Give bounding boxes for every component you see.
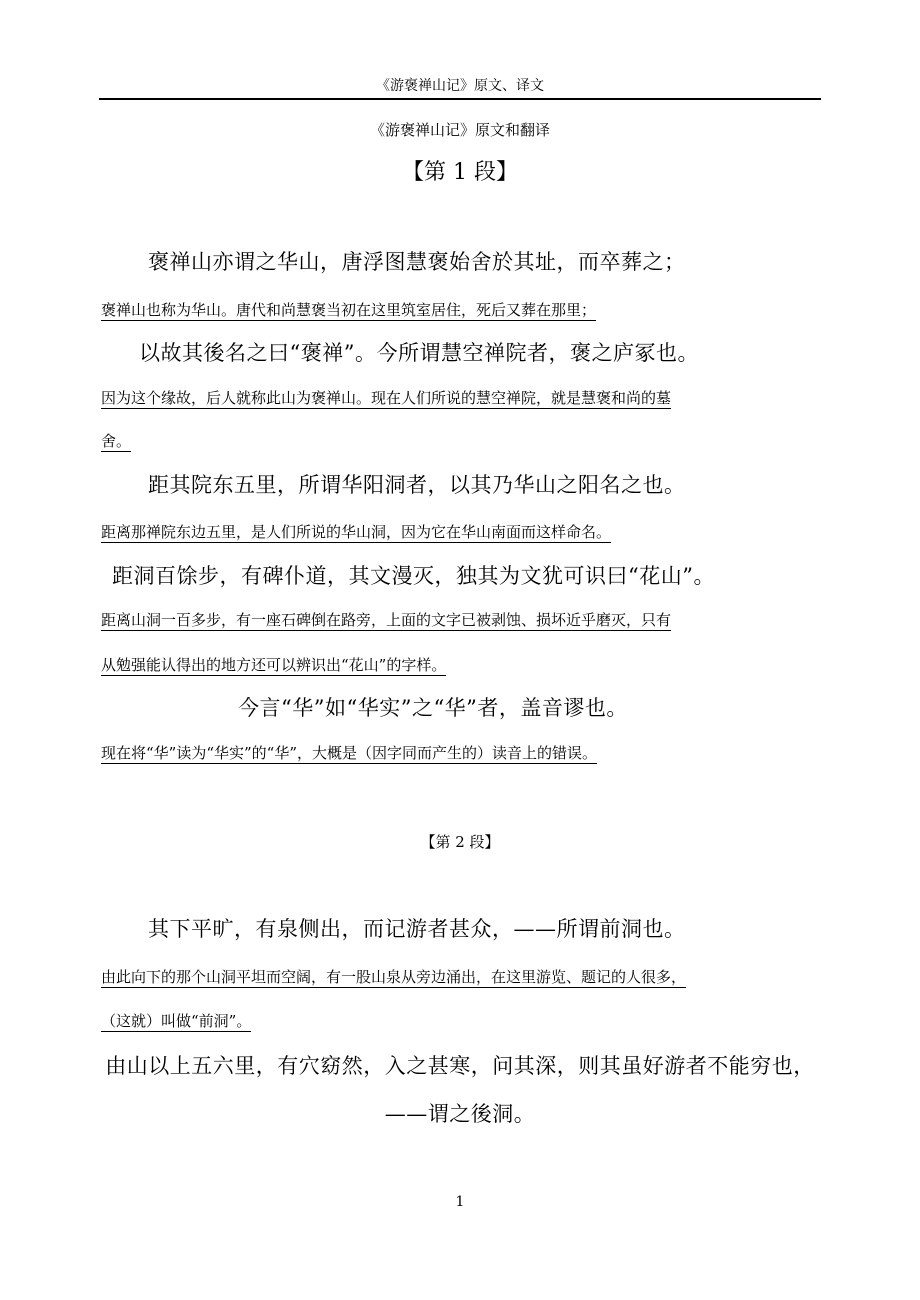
translation-1-2 [101,387,671,409]
running-header: 《游褒禅山记》原文、译文 [376,78,544,94]
original-text-1-4: 距洞百馀步，有碑仆道，其文漫灭，独其为文犹可识曰“花山”。 [112,564,715,588]
translation-1-5 [101,742,597,764]
translation-1-3 [101,521,611,543]
original-text-1-1: 褒禅山亦谓之华山，唐浮图慧褒始舍於其址，而卒葬之； [148,250,686,274]
translation-2-1b [101,1010,251,1032]
translation-line: 舍。 [101,432,132,450]
original-text-2-1: 其下平旷，有泉侧出，而记游者甚众，——所谓前洞也。 [148,917,686,941]
translation-line: 因为这个缘故，后人就称此山为褒禅山。现在人们所说的慧空禅院，就是慧褒和尚的墓 [101,389,672,407]
original-text-1-2: 以故其後名之曰“褒禅”。今所谓慧空禅院者，褒之庐冢也。 [139,341,699,365]
translation-line: 距离山洞一百多步，有一座石碑倒在路旁，上面的文字已被剥蚀、损坏近乎磨灭，只有 [101,611,672,629]
section-2-heading: 【第 2 段】 [420,833,500,851]
translation-line: 褒禅山也称为华山。唐代和尚慧褒当初在这里筑室居住，死后又葬在那里； [101,301,597,319]
translation-1-2b [101,430,131,452]
translation-line: （这就）叫做“前洞”。 [101,1012,252,1030]
translation-1-4 [101,609,671,631]
translation-1-4b [101,654,446,676]
translation-1-1 [101,299,596,321]
section-1-heading: 【第 1 段】 [402,160,518,185]
header-rule [99,98,821,100]
translation-2-1 [101,966,686,988]
translation-line: 距离那禅院东边五里，是人们所说的华山洞，因为它在华山南面而这样命名。 [101,523,612,541]
document-title: 《游褒禅山记》原文和翻译 [369,121,550,139]
page-number: 1 [455,1194,465,1210]
translation-line: 现在将“华”读为“华实”的“华”，大概是（因字同而产生的）读音上的错误。 [101,744,598,762]
original-text-2-2: 由山以上五六里，有穴窈然，入之甚寒，问其深，则其虽好游者不能穷也，——谓之後洞。 [105,1054,815,1126]
translation-line: 从勉强能认得出的地方还可以辨识出“花山”的字样。 [101,656,447,674]
translation-line: 由此向下的那个山洞平坦而空阔，有一股山泉从旁边涌出，在这里游览、题记的人很多， [101,968,687,986]
original-text-1-5: 今言“华”如“华实”之“华”者，盖音谬也。 [238,696,628,720]
original-text-1-3: 距其院东五里，所谓华阳洞者，以其乃华山之阳名之也。 [148,473,686,497]
